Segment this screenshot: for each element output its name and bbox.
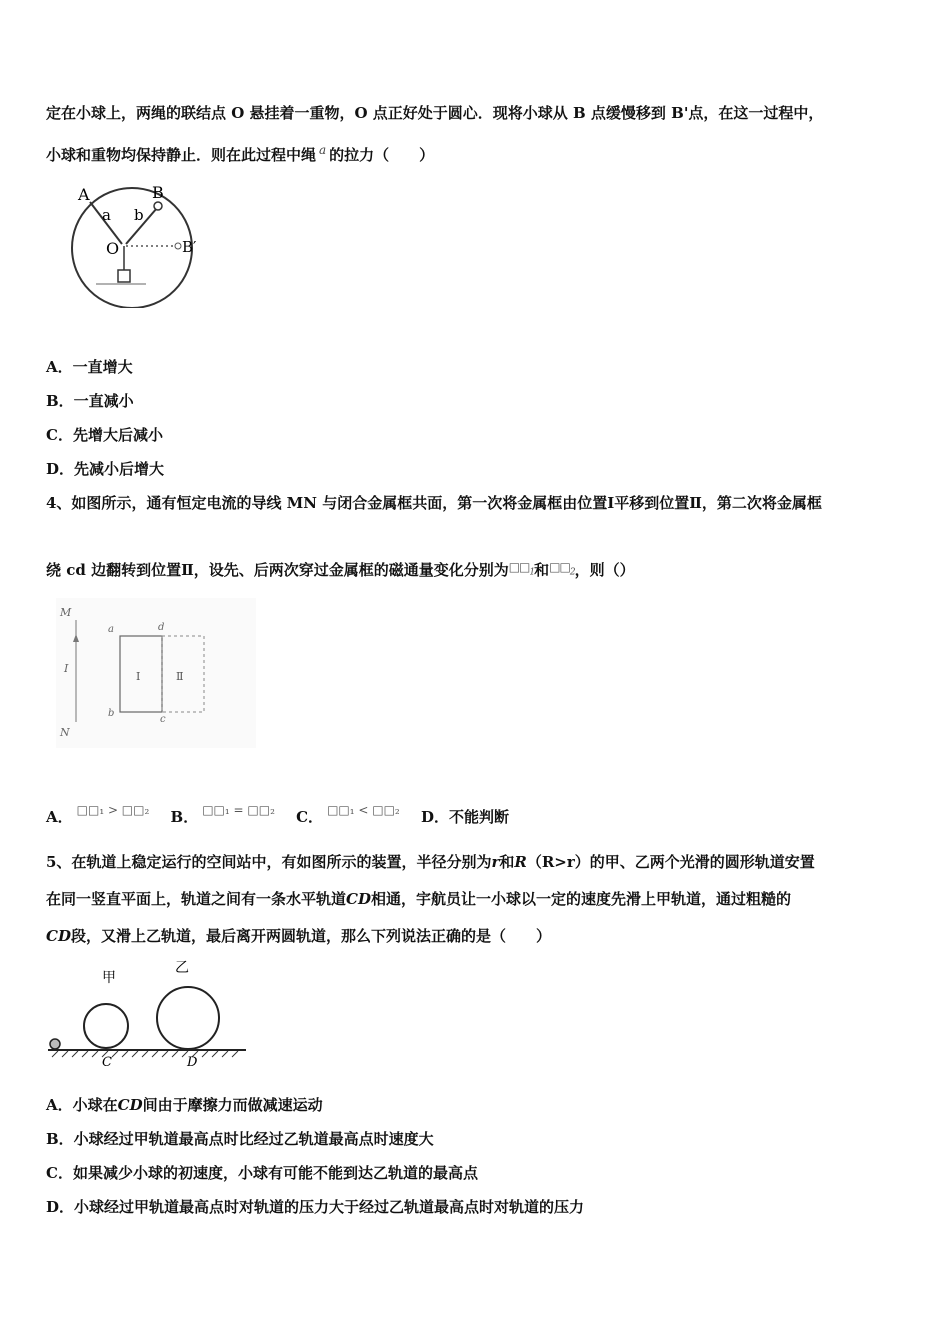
label-O: O: [106, 239, 120, 258]
label-D: D: [187, 1055, 198, 1070]
q3-text-line2-end: 的拉力（ ）: [329, 146, 435, 164]
q4-text-line2-start: 绕 cd 边翻转到位置Ⅱ，设先、后两次穿过金属框的磁通量变化分别为: [46, 561, 509, 579]
small-ball: [50, 1039, 60, 1049]
circle-track: [72, 188, 192, 308]
label-position-1: Ⅰ: [136, 670, 141, 683]
ball-b: [154, 202, 162, 210]
label-a: a: [102, 206, 111, 224]
q4-wire-frame-figure: [56, 598, 256, 748]
q4-option-c: C． $^{□□_1 < □□_2}$: [296, 803, 400, 826]
label-c: c: [160, 714, 166, 725]
q4-text-line2: [46, 557, 635, 582]
q3-option-c: C．先增大后减小: [46, 426, 163, 444]
q4-text-line1: 4、如图所示，通有恒定电流的导线 MN 与闭合金属框共面，第一次将金属框由位置Ⅰ平移到位置Ⅱ，第二次将金属框: [46, 494, 822, 512]
q5-option-c: C．如果减少小球的初速度，小球有可能不能到达乙轨道的最高点: [46, 1164, 478, 1182]
q3-text-line2-start: 小球和重物均保持静止．则在此过程中绳: [46, 146, 317, 164]
q4-option-c-formula: □□₁ < □□₂: [327, 803, 400, 817]
q4-and: 和: [534, 561, 550, 579]
q4-option-a: A． $^{□□_1 > □□_2}$: [46, 803, 150, 826]
q4-option-b-formula: □□₁ = □□₂: [202, 803, 275, 817]
q5-condition: （R>r）: [526, 853, 590, 871]
q5-option-d: D．小球经过甲轨道最高点时对轨道的压力大于经过乙轨道最高点时对轨道的压力: [46, 1198, 585, 1216]
q5-text-line3-end: 段，又滑上乙轨道，最后离开两圆轨道，那么下列说法正确的是（ ）: [70, 927, 551, 945]
q3-option-b: B．一直减小: [46, 392, 134, 410]
q3-text-line2: [46, 140, 434, 165]
weight-box: [118, 270, 130, 282]
loop-jia: [84, 1004, 128, 1048]
label-b: b: [108, 708, 115, 719]
q5-option-a: A．小球在CD间由于摩擦力而做减速运动: [46, 1096, 323, 1114]
label-A: A: [78, 185, 90, 204]
q5-text-line2-start: 在同一竖直平面上，轨道之间有一条水平轨道: [46, 890, 347, 908]
q5-text-line2: [46, 889, 791, 909]
phi1-symbol: $□□_1$: [508, 560, 535, 578]
phi2-symbol: $□□_2$: [549, 560, 575, 578]
label-I: I: [64, 662, 69, 675]
q4-text-line2-end: ，则（）: [574, 561, 635, 579]
label-yi: 乙: [175, 960, 189, 976]
ground-hatching: [52, 1051, 238, 1057]
q5-and: 和: [499, 853, 515, 871]
label-M: M: [60, 606, 72, 619]
q4-figure-background: [56, 598, 256, 748]
q5-loop-track-figure: [44, 955, 249, 1070]
label-B: B: [152, 183, 164, 202]
q5-text-line2-end: 相通，宇航员让一小球以一定的速度先滑上甲轨道，通过粗糙的: [370, 890, 791, 908]
label-position-2: Ⅱ: [176, 670, 184, 683]
loop-yi: [157, 987, 219, 1049]
q4-option-b: B． $^{□□_1 = □□_2}$: [170, 803, 275, 826]
ball-b-prime: [175, 243, 181, 249]
q5-option-a-cd: CD: [117, 1096, 143, 1114]
q3-option-a: A．一直增大: [46, 358, 133, 376]
label-N: N: [60, 726, 70, 739]
q4-option-a-formula: □□₁ > □□₂: [76, 803, 150, 817]
label-d: d: [158, 622, 165, 633]
q4-options: [46, 800, 521, 827]
q5-option-b: B．小球经过甲轨道最高点时比经过乙轨道最高点时速度大: [46, 1130, 434, 1148]
label-b: b: [134, 206, 144, 224]
label-a: a: [108, 624, 114, 635]
q3-text-line1: 定在小球上，两绳的联结点 O 悬挂着一重物，O 点正好处于圆心．现将小球从 B 点缓慢移到 B'点，在这一过程中，: [46, 104, 824, 122]
label-C: C: [102, 1055, 112, 1070]
q5-text-line1-start: 5、在轨道上稳定运行的空间站中，有如图所示的装置，半径分别为: [46, 853, 492, 871]
q5-text-line1: [46, 852, 815, 872]
track-cd: CD: [346, 890, 371, 908]
q3-option-d: D．先减小后增大: [46, 460, 165, 478]
q3-circle-figure: [60, 178, 220, 308]
track-cd-2: CD: [46, 927, 71, 945]
q5-text-line1-end: 的甲、乙两个光滑的圆形轨道安置: [589, 853, 815, 871]
radius-r: r: [491, 853, 500, 871]
rope-a-symbol: a: [319, 143, 327, 157]
q4-option-d: D．不能判断: [420, 808, 509, 826]
label-B-prime: B′: [182, 238, 197, 256]
label-jia: 甲: [102, 970, 116, 986]
radius-R: R: [514, 853, 527, 871]
q5-text-line3: [46, 926, 551, 946]
